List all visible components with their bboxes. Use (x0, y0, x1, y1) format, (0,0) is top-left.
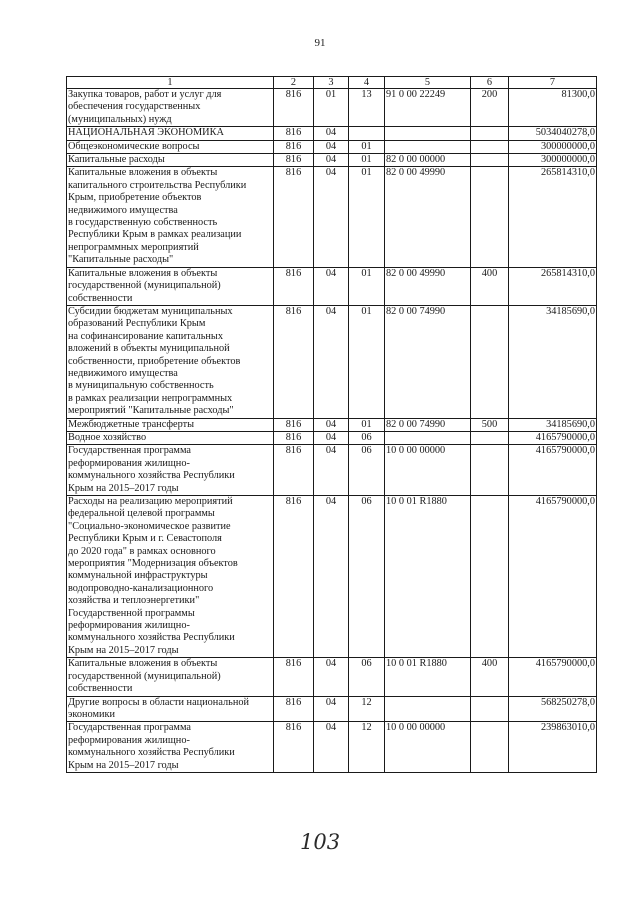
row-subsection-code: 06 (349, 431, 385, 444)
row-name: Капитальные вложения в объекты капитального строительства Республики Крым, приобретение объектов недвижимого имущества в государственную собственность Республики Крым в рамках реализации непрограммных мероприятий "Капитальные расходы" (67, 167, 274, 267)
row-amount: 300000000,0 (509, 154, 597, 167)
row-subsection-code: 01 (349, 267, 385, 305)
page-number: 91 (314, 37, 326, 49)
column-header: 4 (349, 77, 385, 89)
row-expense-type-code (471, 127, 509, 140)
row-expense-type-code: 200 (471, 89, 509, 127)
row-grbs-code: 816 (274, 696, 314, 722)
column-header: 2 (274, 77, 314, 89)
row-target-article-code: 82 0 00 00000 (385, 154, 471, 167)
row-name: Капитальные расходы (67, 154, 274, 167)
row-expense-type-code (471, 445, 509, 496)
row-subsection-code: 13 (349, 89, 385, 127)
row-grbs-code: 816 (274, 431, 314, 444)
row-section-code: 04 (314, 167, 349, 267)
row-amount: 34185690,0 (509, 305, 597, 418)
row-grbs-code: 816 (274, 722, 314, 773)
row-name: Капитальные вложения в объекты государственной (муниципальной) собственности (67, 658, 274, 696)
row-subsection-code: 12 (349, 696, 385, 722)
row-grbs-code: 816 (274, 127, 314, 140)
row-target-article-code: 82 0 00 74990 (385, 418, 471, 431)
row-section-code: 04 (314, 722, 349, 773)
row-target-article-code: 10 0 00 00000 (385, 445, 471, 496)
table-row (67, 89, 597, 127)
row-name: Государственная программа реформирования жилищно- коммунального хозяйства Республики Крым на 2015–2017 годы (67, 445, 274, 496)
row-name: Межбюджетные трансферты (67, 418, 274, 431)
row-amount: 81300,0 (509, 89, 597, 127)
table-row (67, 496, 597, 658)
budget-table (66, 76, 597, 773)
row-expense-type-code (471, 496, 509, 658)
row-name: Общеэкономические вопросы (67, 140, 274, 153)
row-section-code: 04 (314, 696, 349, 722)
row-expense-type-code (471, 154, 509, 167)
row-amount: 34185690,0 (509, 418, 597, 431)
row-subsection-code: 12 (349, 722, 385, 773)
row-expense-type-code (471, 722, 509, 773)
row-target-article-code: 10 0 01 R1880 (385, 496, 471, 658)
row-target-article-code: 82 0 00 49990 (385, 267, 471, 305)
row-amount: 4165790000,0 (509, 431, 597, 444)
row-section-code: 01 (314, 89, 349, 127)
row-amount: 568250278,0 (509, 696, 597, 722)
table-header-row (67, 77, 597, 89)
row-grbs-code: 816 (274, 445, 314, 496)
row-subsection-code: 01 (349, 154, 385, 167)
table-row (67, 431, 597, 444)
row-amount: 300000000,0 (509, 140, 597, 153)
row-name: Другие вопросы в области национальной экономики (67, 696, 274, 722)
table-row (67, 658, 597, 696)
row-section-code: 04 (314, 267, 349, 305)
row-amount: 4165790000,0 (509, 658, 597, 696)
row-expense-type-code (471, 167, 509, 267)
row-amount: 5034040278,0 (509, 127, 597, 140)
table-row (67, 305, 597, 418)
row-grbs-code: 816 (274, 267, 314, 305)
row-target-article-code: 10 0 01 R1880 (385, 658, 471, 696)
row-subsection-code (349, 127, 385, 140)
row-section-code: 04 (314, 658, 349, 696)
row-grbs-code: 816 (274, 658, 314, 696)
row-amount: 239863010,0 (509, 722, 597, 773)
row-target-article-code: 82 0 00 49990 (385, 167, 471, 267)
row-expense-type-code: 400 (471, 267, 509, 305)
row-name: НАЦИОНАЛЬНАЯ ЭКОНОМИКА (67, 127, 274, 140)
column-header: 5 (385, 77, 471, 89)
row-name: Капитальные вложения в объекты государственной (муниципальной) собственности (67, 267, 274, 305)
row-section-code: 04 (314, 418, 349, 431)
row-subsection-code: 06 (349, 658, 385, 696)
row-name: Водное хозяйство (67, 431, 274, 444)
column-header: 6 (471, 77, 509, 89)
row-target-article-code: 91 0 00 22249 (385, 89, 471, 127)
row-section-code: 04 (314, 496, 349, 658)
row-grbs-code: 816 (274, 418, 314, 431)
row-section-code: 04 (314, 154, 349, 167)
table-row (67, 722, 597, 773)
row-subsection-code: 01 (349, 140, 385, 153)
row-expense-type-code (471, 305, 509, 418)
row-name: Государственная программа реформирования жилищно- коммунального хозяйства Республики Крым на 2015–2017 годы (67, 722, 274, 773)
table-row (67, 696, 597, 722)
row-grbs-code: 816 (274, 154, 314, 167)
row-section-code: 04 (314, 305, 349, 418)
row-grbs-code: 816 (274, 140, 314, 153)
row-section-code: 04 (314, 431, 349, 444)
table-row (67, 140, 597, 153)
row-amount: 4165790000,0 (509, 496, 597, 658)
row-grbs-code: 816 (274, 89, 314, 127)
handwritten-page-number (296, 826, 376, 856)
row-amount: 265814310,0 (509, 267, 597, 305)
row-amount: 4165790000,0 (509, 445, 597, 496)
row-target-article-code: 10 0 00 00000 (385, 722, 471, 773)
table-row (67, 445, 597, 496)
row-grbs-code: 816 (274, 305, 314, 418)
row-subsection-code: 06 (349, 496, 385, 658)
row-name: Субсидии бюджетам муниципальных образований Республики Крым на софинансирование капитальных вложений в объекты муниципальной собственности, приобретение объектов недвижимого имущества в муниципальную собственность в рамках реализации непрограммных мероприятий "Капитальные расходы" (67, 305, 274, 418)
table-row (67, 418, 597, 431)
row-amount: 265814310,0 (509, 167, 597, 267)
table-row (67, 167, 597, 267)
row-name: Закупка товаров, работ и услуг для обеспечения государственных (муниципальных) нужд (67, 89, 274, 127)
row-target-article-code (385, 127, 471, 140)
row-target-article-code (385, 140, 471, 153)
row-subsection-code: 01 (349, 167, 385, 267)
table-row (67, 267, 597, 305)
row-grbs-code: 816 (274, 167, 314, 267)
row-target-article-code (385, 431, 471, 444)
table-row (67, 127, 597, 140)
row-target-article-code (385, 696, 471, 722)
row-name: Расходы на реализацию мероприятий федеральной целевой программы "Социально-экономическое развитие Республики Крым и г. Севастополя до 2020 года" в рамках основного мероприятия "Модернизация объектов коммунальной инфраструктуры водопроводно-канализационного хозяйства и теплоэнергетики" Государственной программы реформирования жилищно- коммунального хозяйства Республики Крым на 2015–2017 годы (67, 496, 274, 658)
row-target-article-code: 82 0 00 74990 (385, 305, 471, 418)
table-row (67, 154, 597, 167)
column-header: 1 (67, 77, 274, 89)
row-subsection-code: 01 (349, 418, 385, 431)
column-header: 3 (314, 77, 349, 89)
row-section-code: 04 (314, 445, 349, 496)
row-expense-type-code: 500 (471, 418, 509, 431)
row-section-code: 04 (314, 127, 349, 140)
row-subsection-code: 01 (349, 305, 385, 418)
row-expense-type-code: 400 (471, 658, 509, 696)
handwritten-page-number-text: 103 (300, 830, 341, 854)
row-expense-type-code (471, 140, 509, 153)
row-expense-type-code (471, 696, 509, 722)
row-expense-type-code (471, 431, 509, 444)
column-header: 7 (509, 77, 597, 89)
row-section-code: 04 (314, 140, 349, 153)
row-subsection-code: 06 (349, 445, 385, 496)
row-grbs-code: 816 (274, 496, 314, 658)
